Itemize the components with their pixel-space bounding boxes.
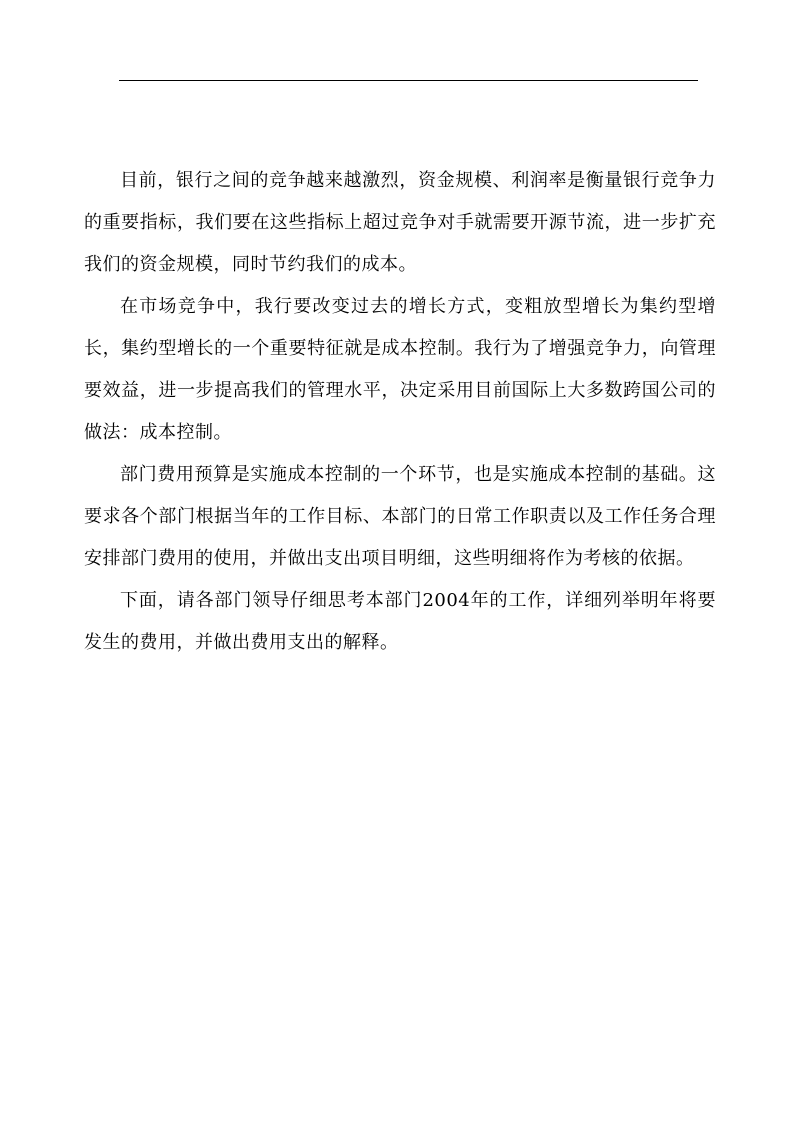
header-rule <box>119 80 698 81</box>
paragraph-request: 下面，请各部门领导仔细思考本部门2004年的工作，详细列举明年将要发生的费用，并做出费用支出的解释。 <box>84 590 716 653</box>
paragraph-budget: 部门费用预算是实施成本控制的一个环节，也是实施成本控制的基础。这要求各个部门根据当年的工作目标、本部门的日常工作职责以及工作任务合理安排部门费用的使用，并做出支出项目明细，这些明细将作为考核的依据。 <box>84 464 716 569</box>
document-body <box>84 160 716 664</box>
paragraph-intro: 目前，银行之间的竞争越来越激烈，资金规模、利润率是衡量银行竞争力的重要指标，我们要在这些指标上超过竞争对手就需要开源节流，进一步扩充我们的资金规模，同时节约我们的成本。 <box>84 170 716 275</box>
paragraph-cost-control: 在市场竞争中，我行要改变过去的增长方式，变粗放型增长为集约型增长，集约型增长的一个重要特征就是成本控制。我行为了增强竞争力，向管理要效益，进一步提高我们的管理水平，决定采用目前国际上大多数跨国公司的做法：成本控制。 <box>84 296 716 443</box>
